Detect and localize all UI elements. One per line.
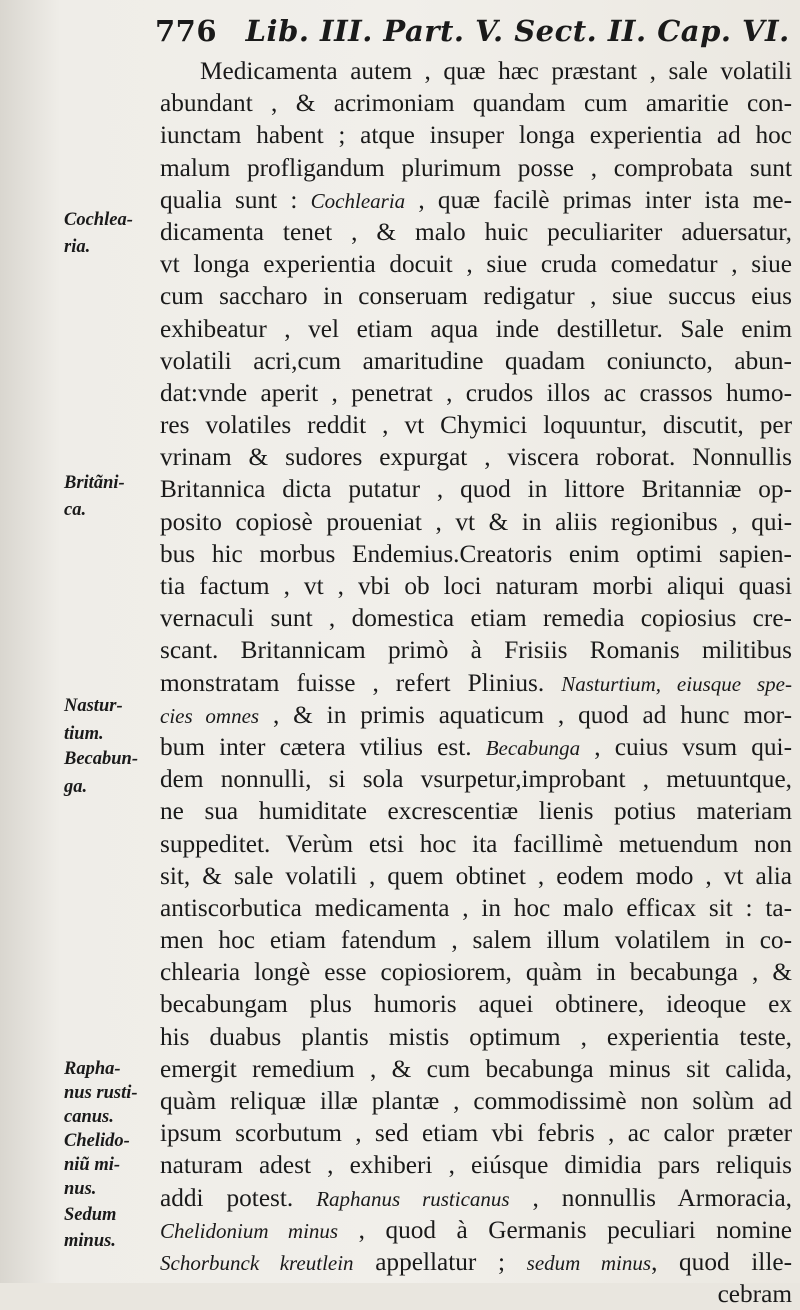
text-line: his duabus plantis mistis optimum , experientia teste, xyxy=(160,1022,792,1051)
text-line: bum inter cætera vtilius est. Becabunga , cuius vsum qui- xyxy=(160,732,792,761)
text-line: addi potest. Raphanus rusticanus , nonnullis Armoracia, xyxy=(160,1183,793,1212)
page-number: 776 xyxy=(155,14,218,48)
text-line: becabungam plus humoris aquei obtinere, ideoque ex xyxy=(160,990,792,1019)
text-line: emergit remedium , & cum becabunga minus sit calida, xyxy=(160,1054,792,1083)
italic-term: Becabunga xyxy=(485,735,581,760)
italic-term: Nasturtium, eiusque spe- xyxy=(561,671,792,696)
text-line: dicamenta tenet , & malo huic peculiariter aduersatur, xyxy=(160,217,792,246)
text-line: iunctam habent ; atque insuper longa experientia ad hoc xyxy=(160,121,792,150)
text-line: Britannica dicta putatur , quod in littore Britanniæ op- xyxy=(160,475,792,504)
text-line: cum saccharo in conseruam redigatur , siue succus eius xyxy=(160,282,792,311)
text-line: naturam adest , exhiberi , eiúsque dimidia pars reliquis xyxy=(160,1151,792,1180)
text-line: scant. Britannicam primò à Frisiis Romanis militibus xyxy=(160,636,792,665)
text-line: suppeditet. Verùm etsi hoc ita facillimè metuendum non xyxy=(160,829,792,858)
text-line: posito copiosè proueniat , vt & in aliis regionibus , qui- xyxy=(160,507,792,536)
margin-note: ria. xyxy=(64,237,91,258)
italic-term: Cochlearia xyxy=(310,188,406,213)
margin-note: minus. xyxy=(64,1230,116,1251)
margin-note: nus rusti- xyxy=(64,1082,138,1103)
margin-note: ca. xyxy=(64,499,87,520)
text-line: tia factum , vt , vbi ob loci naturam morbi aliqui quasi xyxy=(160,572,792,600)
text-line: malum profligandum plurimum posse , comprobata sunt xyxy=(160,153,792,182)
text-line: dem nonnulli, si sola vsurpetur,improbant , metuuntque, xyxy=(160,765,792,794)
text-line: exhibeatur , vel etiam aqua inde destilletur. Sale enim xyxy=(160,314,792,343)
italic-term: cies omnes xyxy=(160,703,260,728)
margin-note: canus. xyxy=(64,1106,114,1127)
text-line: vrinam & sudores expurgat , viscera roborat. Nonnullis xyxy=(160,443,792,472)
text-line: men hoc etiam fatendum , salem illum volatilem in co- xyxy=(160,926,792,955)
margin-note: Cochlea- xyxy=(64,210,133,231)
italic-term: Raphanus rusticanus xyxy=(316,1186,510,1211)
text-line: antiscorbutica medicamenta , in hoc malo efficax sit : ta- xyxy=(160,893,792,922)
text-line: quàm reliquæ illæ plantæ , commodissimè non solùm ad xyxy=(160,1087,792,1115)
text-line: sit, & sale volatili , quem obtinet , eodem modo , vt alia xyxy=(160,861,792,890)
text-line: Chelidonium minus , quod à Germanis peculiari nomine xyxy=(160,1215,793,1244)
body-text xyxy=(160,55,792,1310)
margin-note: Becabun- xyxy=(64,749,138,770)
running-title: Lib. III. Part. V. Sect. II. Cap. VI. xyxy=(245,14,790,48)
margin-note: ga. xyxy=(64,776,88,797)
italic-term: Schorbunck kreutlein xyxy=(160,1250,354,1275)
text-line: cebram xyxy=(717,1280,792,1309)
text-line: dat:vnde aperit , penetrat , crudos illos ac crassos humo- xyxy=(160,378,792,407)
text-line: ipsum scorbutum , sed etiam vbi febris , ac calor præter xyxy=(160,1119,792,1148)
text-line: abundant , & acrimoniam quandam cum amaritie con- xyxy=(160,89,792,118)
margin-note: Britãni- xyxy=(64,472,125,493)
text-line: res volatiles reddit , vt Chymici loquuntur, discutit, per xyxy=(160,411,792,440)
margin-note: tium. xyxy=(64,723,104,744)
margin-note: Sedum xyxy=(64,1205,117,1226)
text-line: chlearia longè esse copiosiorem, quàm in becabunga , & xyxy=(160,958,792,987)
italic-term: sedum minus xyxy=(526,1250,652,1275)
margin-note: niũ mi- xyxy=(64,1155,121,1176)
text-line: bus hic morbus Endemius.Creatoris enim optimi sapien- xyxy=(160,539,792,568)
margin-note: Chelido- xyxy=(64,1131,130,1152)
text-line: Medicamenta autem , quæ hæc præstant , sale volatili xyxy=(200,57,792,85)
margin-note: nus. xyxy=(64,1179,97,1200)
margin-note: Nastur- xyxy=(64,696,123,717)
text-line: volatili acri,cum amaritudine quadam coniuncto, abun- xyxy=(160,346,792,375)
text-line: ne sua humiditate excrescentiæ lienis potius materiam xyxy=(160,797,792,826)
margin-note: Rapha- xyxy=(64,1058,121,1079)
text-line: qualia sunt : Cochlearia , quæ facilè primas inter ista me- xyxy=(160,185,793,214)
text-line: vt longa experientia docuit , siue cruda comedatur , siue xyxy=(160,250,792,279)
page-header xyxy=(155,14,790,48)
text-line: vernaculi sunt , domestica etiam remedia copiosius cre- xyxy=(160,604,792,633)
text-line: cies omnes , & in primis aquaticum , quod ad hunc mor- xyxy=(160,700,792,729)
italic-term: Chelidonium minus xyxy=(160,1218,339,1243)
text-line: monstratam fuisse , refert Plinius. Nasturtium, eiusque spe- xyxy=(160,668,792,697)
text-line: Schorbunck kreutlein appellatur ; sedum minus, quod ille- xyxy=(160,1247,792,1276)
